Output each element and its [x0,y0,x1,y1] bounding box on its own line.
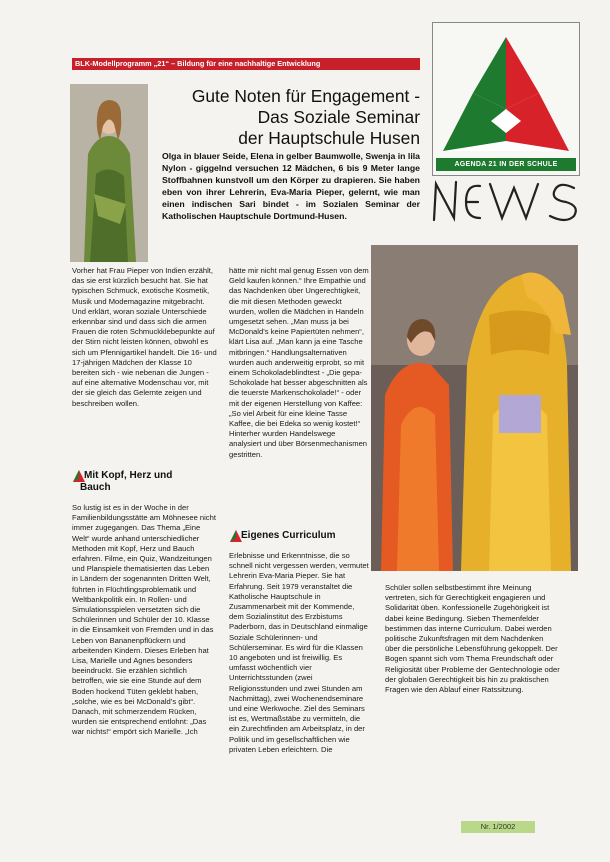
headline-line-3: der Hauptschule Husen [238,128,420,148]
issue-number: Nr. 1/2002 [461,821,535,833]
photo-girl-with-sari [70,84,148,262]
section-marker-icon [229,529,243,543]
agenda-logo-box [432,22,580,176]
column-1-para-2: So lustig ist es in der Woche in der Familienbildungsstätte am Möhnesee nicht immer zugegangen. Das Thema „Eine Welt“ wurde anhand unterschiedlicher Methoden mit Kopf, Herz und Bauch erfahren. Filme, ein Quiz, Wandzeitungen und Planspiele thematisierten das Leben in Ländern der sogenannten Dritten Welt, führten in Flüchtlingsproblematik und Weltbankpolitik ein. In Rollen- und Simulationsspielen versetzten sich die Schülerinnen und Schüler der 10. Klasse in die Einsamkeit von Fremden und in das Leben von Bananenpflückern und arbeitenden Kindern. Dieses Erleben hat Lisa, Marielle und Agnes besonders beeindruckt. Sie erzählen sichtlich betroffen, wie sie eine Stunde auf dem Boden hockend Tüten geklebt haben, „solche, wie es bei McDonald’s gibt“. Danach, mit schmerzendem Rücken, wurden sie entsprechend entlohnt: „Das war nichts!“ empört sich Marielle. „Ich [72,503,216,737]
headline-line-2: Das Soziale Seminar [257,107,420,127]
series-banner: BLK-Modellprogramm „21“ – Bildung für eine nachhaltige Entwicklung [72,58,420,70]
section-marker-icon [72,469,86,483]
article-headline [152,86,420,149]
lead-paragraph: Olga in blauer Seide, Elena in gelber Baumwolle, Swenja in lila Nylon - giggelnd versuchen 12 Mädchen, 6 bis 9 Meter lange Stoffbahnen kunstvoll um den Körper zu drapieren. Sie haben eben von ihrer Lehrerin, Eva-Maria Pieper, gelernt, wie man einen indischen Sari bindet - im Sozialen Seminar der Katholischen Hauptschule Dortmund-Husen. [162,151,420,221]
column-3-para-1: Schüler sollen selbstbestimmt ihre Meinung vertreten, sich für Gerechtigkeit engagieren und Solidarität üben. Konfessionelle Zugehörigkeit ist dabei keine Bedingung. Sieben Themenfelder bestimmen das interne Curriculum. Dabei werden politische Zukunftsfragen mit dem Nachdenken über die persönliche Lebensführung gekoppelt. Der Bogen spannt sich vom Thema Freundschaft oder Religiosität über Probleme der Gentechnologie oder der globalen Gerechtigkeit bis hin zu praktischen Fragen wie den Ablauf einer Ratssitzung. [385,583,560,695]
column-2-para-2: Erlebnisse und Erkenntnisse, die so schnell nicht vergessen werden, vermutet Lehrerin Eva-Maria Pieper. Sie hat Erfahrung. Seit 1979 veranstaltet die Katholische Hauptschule in Zusammenarbeit mit der Kommende, dem Sozialinstitut des Erzbistums Paderborn, das in Deutschland einmalige Soziale Schülerinnen- und Schülerseminar. Es wird für die Klassen 10 angeboten und ist freiwillig. Es umfasst wöchentlich vier Unterrichtsstunden (zwei Religionsstunden und zwei Stunden am Nachmittag), zwei Wochenendseminare und eine Werkwoche. Ziel des Seminars ist es, Wertmaßstäbe zu vermitteln, die ein Zurechtfinden am Arbeitsplatz, in der Politik und im gesellschaftlichen wie privaten Leben erleichtern. Die [229,551,369,754]
agenda-label: AGENDA 21 IN DER SCHULE [436,158,576,171]
triangle-logo-icon [433,23,579,159]
column-2-para-1: hätte mir nicht mal genug Essen von dem Geld kaufen können.“ Ihre Empathie und das Nachdenken über Ungerechtigkeit, die mit diesen Methoden geweckt wurden, wollen die Mädchen in Handeln umgesetzt sehen. „Man muss ja bei McDonald’s keine Papiertüten nehmen“, klärt Lisa auf. „Man kann ja eine Tasche mitbringen.“ Handlungsalternativen wurden auch anderweitig erprobt, so mit einem Schokoladeblindtest - „Die gepa-Schokolade hat besser abgeschnitten als die teuerste Markenschokolade!“ - oder mit der eigenen Herstellung von Kaffee: „So viel Arbeit für eine kleine Tasse Kaffee, die bei Edeka so wenig kostet!“ Hinterher wurden Handelswege analysiert und über Börsenmechanismen gestritten. [229,266,369,459]
photo-girls-wrapping-sari [371,245,578,571]
headline-line-1: Gute Noten für Engagement - [191,86,420,106]
section-heading-kopf-herz-bauch: Mit Kopf, Herz und Bauch [72,470,217,494]
section-heading-eigenes-curriculum: Eigenes Curriculum [229,530,369,542]
column-1-para-1: Vorher hat Frau Pieper von Indien erzählt, das sie erst kürzlich besucht hat. Sie hat typischen Schmuck, exotische Kosmetik, Musik und Modemagazine mitgebracht. Und erklärt, woran soziale Unterschiede erkennbar sind und dass sich die armen Frauen die roten Schmuckklebepunkte auf der Stirn nicht leisten können, obwohl es sich um Pfennigartikel handelt. Die 16- und 17-jährigen Mädchen der Klasse 10 bereiten sich - wie nebenan die Jungen - auf eine alternative Modenschau vor, mit der sie gleich das Gelernte zeigen und beschreiben wollen. [72,266,217,408]
news-logo [428,176,588,224]
